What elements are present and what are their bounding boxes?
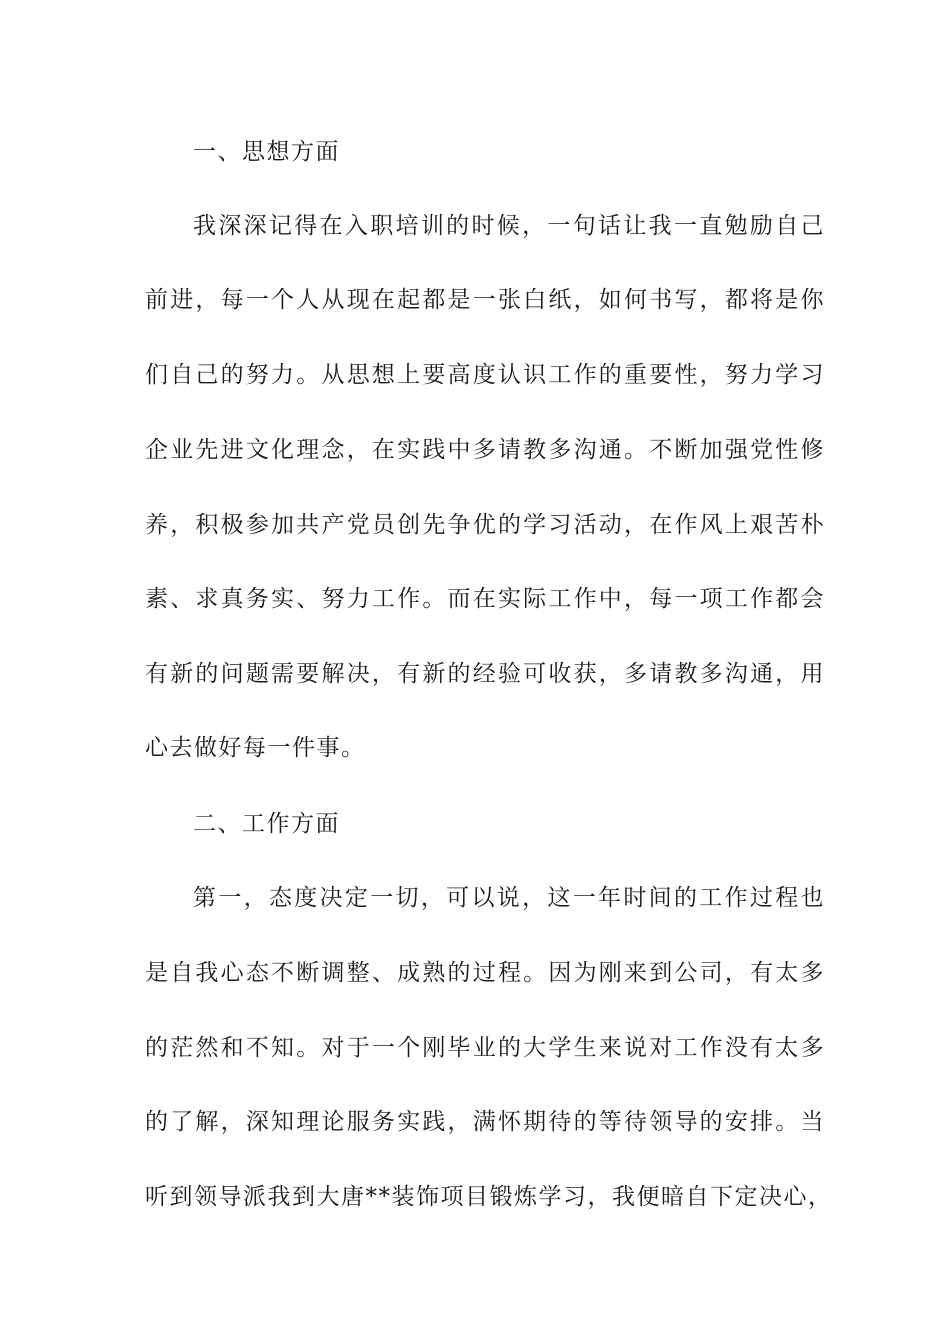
paragraph-line: 的茫然和不知。对于一个刚毕业的大学生来说对工作没有太多 — [145, 1035, 825, 1061]
paragraph-line: 们自己的努力。从思想上要高度认识工作的重要性，努力学习 — [145, 362, 825, 388]
paragraph-line: 听到领导派我到大唐**装饰项目锻炼学习，我便暗自下定决心， — [145, 1184, 833, 1210]
paragraph-line: 养，积极参加共产党员创先争优的学习活动，在作风上艰苦朴 — [145, 512, 825, 538]
paragraph-line: 前进，每一个人从现在起都是一张白纸，如何书写，都将是你 — [145, 287, 825, 313]
paragraph-line: 企业先进文化理念，在实践中多请教多沟通。不断加强党性修 — [145, 437, 825, 463]
paragraph-line: 我深深记得在入职培训的时候，一句话让我一直勉励自己 — [193, 213, 825, 239]
section-heading-work: 二、工作方面 — [193, 811, 340, 837]
paragraph-line: 有新的问题需要解决，有新的经验可收获，多请教多沟通，用 — [145, 661, 825, 687]
paragraph-line: 第一，态度决定一切，可以说，这一年时间的工作过程也 — [193, 885, 825, 911]
paragraph-line: 是自我心态不断调整、成熟的过程。因为刚来到公司，有太多 — [145, 960, 825, 986]
paragraph-line: 素、求真务实、努力工作。而在实际工作中，每一项工作都会 — [145, 586, 825, 612]
section-heading-thought: 一、思想方面 — [193, 139, 340, 165]
paragraph-line: 的了解，深知理论服务实践，满怀期待的等待领导的安排。当 — [145, 1109, 825, 1135]
paragraph-line: 心去做好每一件事。 — [145, 735, 366, 761]
